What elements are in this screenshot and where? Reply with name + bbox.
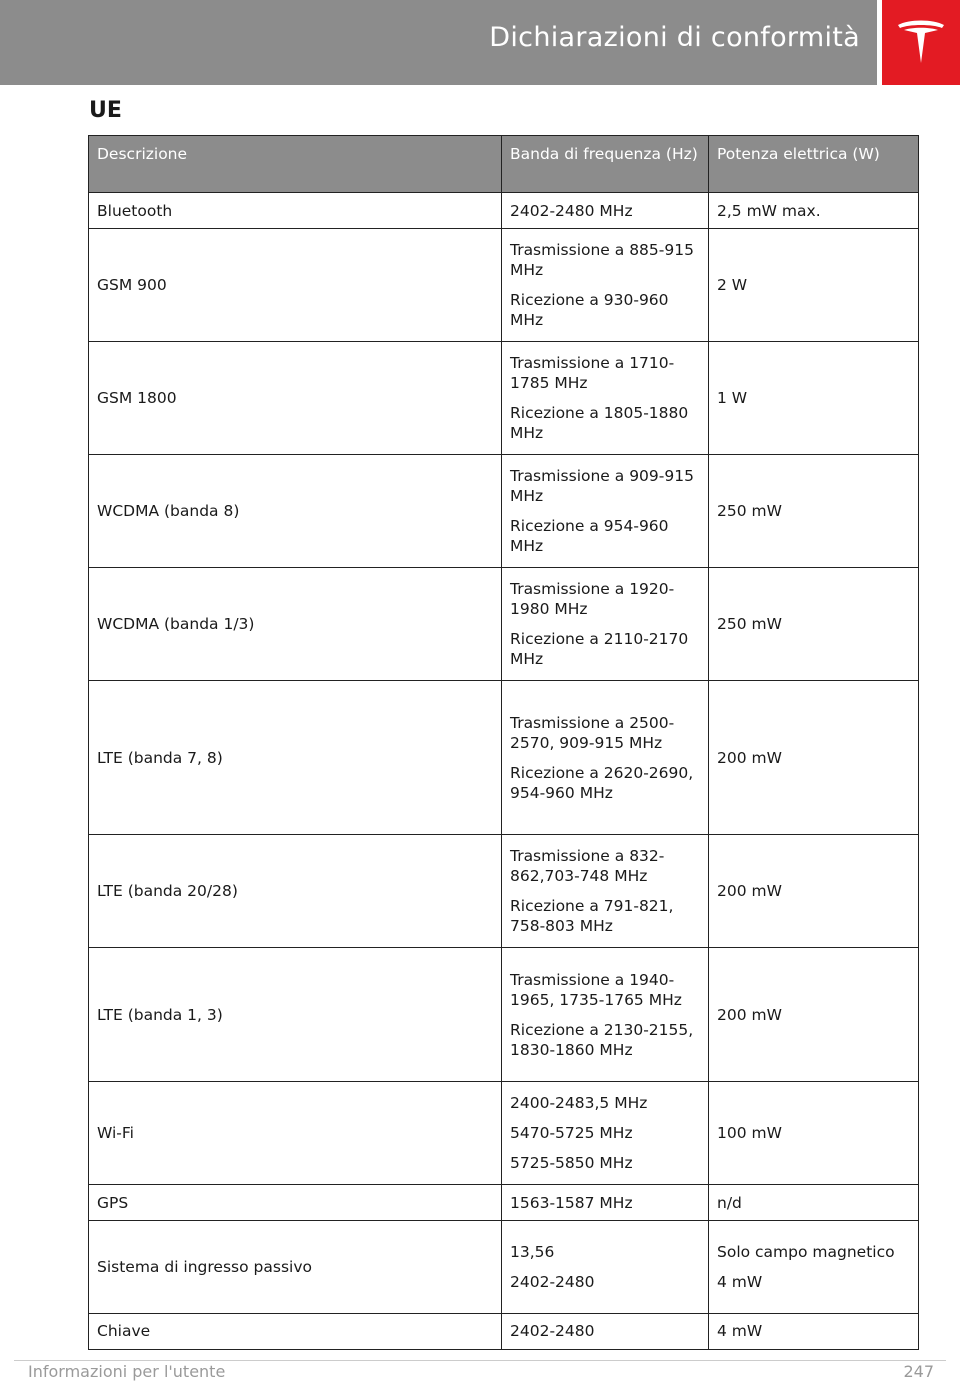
table-row	[89, 229, 919, 342]
cell-frequency-band-line: Ricezione a 1805-1880 MHz	[510, 404, 689, 442]
page-title: Dichiarazioni di conformità	[489, 22, 860, 53]
cell-frequency-band-line: 2402-2480	[510, 1322, 595, 1340]
cell-frequency-band-line: Trasmissione a 1940-1965, 1735-1765 MHz	[510, 970, 682, 1009]
table-row	[89, 681, 919, 835]
cell-electric-power	[709, 568, 919, 681]
cell-electric-power-line: 100 mW	[717, 1124, 782, 1142]
table-row	[89, 455, 919, 568]
cell-electric-power-line: 250 mW	[717, 502, 782, 520]
table-row	[89, 1082, 919, 1185]
cell-electric-power-line: 1 W	[717, 389, 748, 407]
cell-frequency-band	[502, 835, 709, 948]
cell-frequency-band-line: Trasmissione a 885-915 MHz	[510, 241, 694, 279]
cell-frequency-band	[502, 1185, 709, 1221]
cell-description: LTE (banda 1, 3)	[89, 948, 502, 1082]
table-row	[89, 1221, 919, 1314]
cell-frequency-band	[502, 568, 709, 681]
cell-description: GSM 1800	[89, 342, 502, 455]
cell-electric-power	[709, 193, 919, 229]
cell-electric-power-line: n/d	[717, 1193, 742, 1212]
cell-electric-power	[709, 342, 919, 455]
cell-description: WCDMA (banda 8)	[89, 455, 502, 568]
cell-electric-power	[709, 455, 919, 568]
table-row	[89, 342, 919, 455]
cell-frequency-band-line: 1563-1587 MHz	[510, 1193, 633, 1212]
cell-frequency-band-line: Trasmissione a 2500-2570, 909-915 MHz	[510, 713, 675, 752]
header-electric-power: Potenza elettrica (W)	[709, 136, 919, 193]
cell-frequency-band-line: 2402-2480 MHz	[510, 201, 633, 220]
cell-electric-power-line: 2,5 mW max.	[717, 201, 821, 220]
cell-frequency-band-line: Trasmissione a 1920-1980 MHz	[510, 580, 675, 618]
brand-logo-box	[877, 0, 960, 85]
table-row	[89, 1314, 919, 1350]
table-header-row	[89, 136, 919, 193]
cell-description: Chiave	[89, 1314, 502, 1350]
cell-electric-power	[709, 948, 919, 1082]
cell-description: LTE (banda 7, 8)	[89, 681, 502, 835]
table-row	[89, 568, 919, 681]
cell-electric-power	[709, 1185, 919, 1221]
cell-frequency-band-line: Ricezione a 954-960 MHz	[510, 517, 669, 555]
cell-frequency-band	[502, 948, 709, 1082]
conformity-table	[88, 135, 919, 1350]
cell-electric-power	[709, 1221, 919, 1314]
table-row	[89, 1185, 919, 1221]
cell-electric-power	[709, 1314, 919, 1350]
cell-frequency-band	[502, 455, 709, 568]
cell-frequency-band-line: 5470-5725 MHz	[510, 1124, 633, 1142]
cell-description: Bluetooth	[89, 193, 502, 229]
cell-frequency-band-line: 5725-5850 MHz	[510, 1154, 633, 1172]
cell-description: GPS	[89, 1185, 502, 1221]
cell-frequency-band-line: Ricezione a 2110-2170 MHz	[510, 630, 689, 668]
cell-electric-power-line: 4 mW	[717, 1322, 763, 1340]
section-title: UE	[89, 98, 122, 123]
cell-description: LTE (banda 20/28)	[89, 835, 502, 948]
cell-electric-power-line: 200 mW	[717, 1005, 782, 1024]
cell-frequency-band	[502, 342, 709, 455]
tesla-logo-icon	[895, 16, 947, 68]
footer-section-label: Informazioni per l'utente	[28, 1362, 226, 1381]
cell-description: GSM 900	[89, 229, 502, 342]
cell-frequency-band-line: 13,56	[510, 1243, 555, 1261]
cell-electric-power-line: 250 mW	[717, 615, 782, 633]
cell-frequency-band	[502, 1082, 709, 1185]
header-description: Descrizione	[89, 136, 502, 193]
cell-frequency-band-line: Ricezione a 2130-2155, 1830-1860 MHz	[510, 1020, 694, 1059]
cell-frequency-band-line: Trasmissione a 832-862,703-748 MHz	[510, 847, 665, 885]
cell-description: Sistema di ingresso passivo	[89, 1221, 502, 1314]
cell-frequency-band-line: 2400-2483,5 MHz	[510, 1094, 648, 1112]
cell-frequency-band	[502, 193, 709, 229]
cell-electric-power	[709, 835, 919, 948]
cell-frequency-band	[502, 681, 709, 835]
cell-frequency-band	[502, 1314, 709, 1350]
cell-electric-power-line: 200 mW	[717, 748, 782, 767]
cell-electric-power-line: 2 W	[717, 276, 748, 294]
page-header	[0, 0, 960, 85]
cell-electric-power-line: 200 mW	[717, 882, 782, 900]
cell-frequency-band-line: Ricezione a 930-960 MHz	[510, 291, 669, 329]
cell-frequency-band	[502, 1221, 709, 1314]
cell-electric-power-line: 4 mW	[717, 1273, 763, 1291]
cell-electric-power	[709, 681, 919, 835]
cell-frequency-band-line: Ricezione a 791-821, 758-803 MHz	[510, 897, 674, 935]
cell-frequency-band-line: Trasmissione a 1710-1785 MHz	[510, 354, 675, 392]
cell-frequency-band-line: 2402-2480	[510, 1273, 595, 1291]
cell-description: Wi-Fi	[89, 1082, 502, 1185]
cell-electric-power	[709, 1082, 919, 1185]
header-frequency-band: Banda di frequenza (Hz)	[502, 136, 709, 193]
footer-divider	[14, 1360, 946, 1361]
cell-electric-power	[709, 229, 919, 342]
table-row	[89, 193, 919, 229]
table-body	[89, 193, 919, 1350]
table-row	[89, 835, 919, 948]
cell-frequency-band-line: Trasmissione a 909-915 MHz	[510, 467, 694, 505]
cell-description: WCDMA (banda 1/3)	[89, 568, 502, 681]
page-number: 247	[903, 1362, 934, 1381]
table-row	[89, 948, 919, 1082]
cell-frequency-band	[502, 229, 709, 342]
cell-frequency-band-line: Ricezione a 2620-2690, 954-960 MHz	[510, 763, 694, 802]
cell-electric-power-line: Solo campo magnetico	[717, 1243, 895, 1261]
